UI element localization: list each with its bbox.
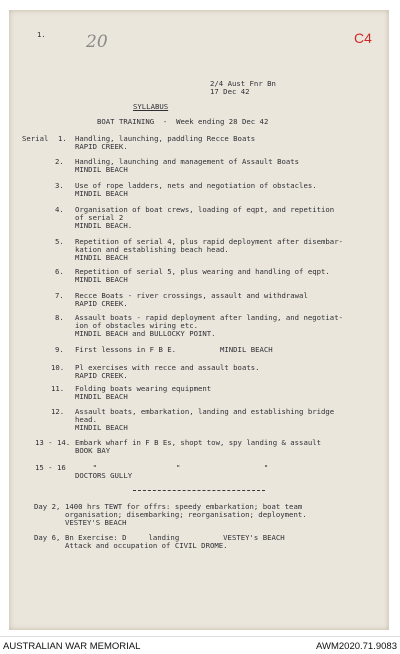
serial-line: Recce Boats - river crossings, assault and withdrawal [75,291,308,300]
day-line: VESTEY'S BEACH [65,518,127,527]
serial-line: RAPID CREEK. [75,142,128,151]
serial-line: Repetition of serial 5, plus wearing and handling of eqpt. [75,267,330,276]
footer-catalogue-id: AWM2020.71.9083 [316,641,397,652]
document-date: 17 Dec 42 [210,87,250,96]
serial-number: 6. [55,267,64,276]
serial-line: BOOK BAY [75,446,111,455]
day-label: Day 6, [34,533,61,542]
serial-line: Handling, launching, paddling Recce Boats [75,134,256,143]
footer-institution: AUSTRALIAN WAR MEMORIAL [3,641,141,652]
section-divider [133,490,265,491]
serial-line: Use of rope ladders, nets and negotiation of obstacles. [75,181,317,190]
serial-line: First lessons in F B E. MINDIL BEACH [75,345,273,354]
serial-line: MINDIL BEACH. [75,221,133,230]
serial-line: Repetition of serial 4, plus rapid deployment after disembar- [75,237,343,246]
serial-number: 13 - 14. [35,438,71,447]
serial-number: 2. [55,157,64,166]
serial-line: Embark wharf in F B Es, shopt tow, spy landing & assault [75,438,322,447]
serial-number: 8. [55,313,64,322]
serial-line: DOCTORS GULLY [75,471,133,480]
serial-line: Pl exercises with recce and assault boats. [75,363,260,372]
serial-line: RAPID CREEK. [75,299,128,308]
page-subtitle: BOAT TRAINING - Week ending 28 Dec 42 [97,117,269,126]
serial-line: MINDIL BEACH [75,253,128,262]
serial-number: 15 - 16 [35,463,66,472]
page-title: SYLLABUS [133,102,169,111]
day-line: organisation; disembarking; reorganisation; deployment. [65,510,307,519]
serial-number: 11. [51,384,65,393]
pencil-page-number: 20 [86,32,108,52]
day-line: 1400 hrs TEWT for offrs: speedy embarkation; boat team [65,502,303,511]
page-mark: 1. [37,30,46,39]
red-reference-mark: C4 [354,30,372,46]
serial-line: head. [75,415,97,424]
serial-number: 7. [55,291,64,300]
serial-line: MINDIL BEACH [75,275,128,284]
serial-number: 1. [58,134,67,143]
day-line: Bn Exercise: D landing VESTEY's BEACH [65,533,285,542]
unit-name: 2/4 Aust Fnr Bn [210,79,276,88]
day-line: Attack and occupation of CIVIL DROME. [65,541,228,550]
day-label: Day 2, [34,502,61,511]
serial-line: MINDIL BEACH [75,423,128,432]
serial-number: 10. [51,363,65,372]
serial-line: Assault boats, embarkation, landing and establishing bridge [75,407,335,416]
serial-line: MINDIL BEACH [75,392,128,401]
serial-line: RAPID CREEK. [75,371,128,380]
serial-line: MINDIL BEACH [75,189,128,198]
serial-line: Folding boats wearing equipment [75,384,212,393]
serial-number: 12. [51,407,65,416]
serial-line: of serial 2 [75,213,124,222]
serial-number: 9. [55,345,64,354]
serial-column-label: Serial [22,134,49,143]
archive-footer [0,636,400,654]
serial-number: 3. [55,181,64,190]
serial-line: Handling, launching and management of Assault Boats [75,157,300,166]
serial-line: Organisation of boat crews, loading of eqpt, and repetition [75,205,335,214]
serial-line: Assault boats - rapid deployment after landing, and negotiat- [75,313,343,322]
serial-line: MINDIL BEACH and BULLOCKY POINT. [75,329,216,338]
serial-line: MINDIL BEACH [75,165,128,174]
serial-line: ion of obstacles wiring etc. [75,321,199,330]
serial-line: " " " [75,463,269,472]
serial-line: kation and establishing beach head. [75,245,229,254]
serial-number: 5. [55,237,64,246]
serial-number: 4. [55,205,64,214]
